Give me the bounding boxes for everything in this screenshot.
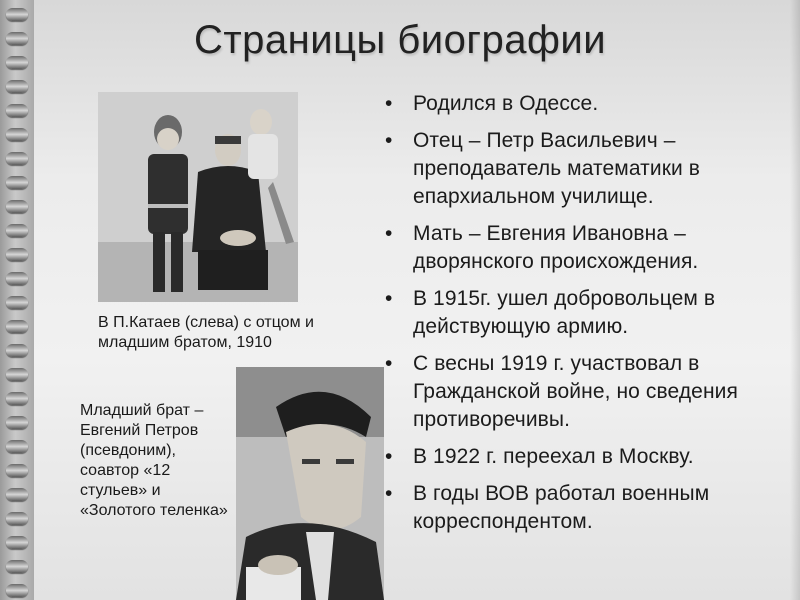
binder-ring (6, 392, 28, 405)
binder-ring (6, 368, 28, 381)
list-item-text: Родился в Одессе. (413, 92, 599, 115)
binder-ring (6, 80, 28, 93)
list-item-text: Отец – Петр Васильевич – преподаватель математики в епархиальном училище. (413, 129, 701, 208)
bullet-icon: • (385, 482, 393, 505)
brother-photo-caption: Младший брат – Евгений Петров (псевдоним), соавтор «12 стульев» и «Золотого теленка» (80, 402, 228, 519)
family-photo-caption: В П.Катаев (слева) с отцом и младшим братом, 1910 (98, 314, 314, 351)
binder-ring (6, 560, 28, 573)
binder-ring (6, 512, 28, 525)
slide-title: Страницы биографии (193, 18, 607, 62)
binder-ring (6, 104, 28, 117)
list-item-text: В годы ВОВ работал военным корреспондентом. (413, 482, 710, 533)
list-item-text: В 1922 г. переехал в Москву. (413, 445, 694, 468)
family-photo-illustration (98, 92, 298, 302)
binder-ring (6, 224, 28, 237)
binder-ring (6, 272, 28, 285)
binder-ring (6, 296, 28, 309)
list-item (384, 90, 784, 118)
binder-ring (6, 344, 28, 357)
list-item (384, 220, 784, 276)
binder-ring (6, 176, 28, 189)
list-item (384, 350, 784, 434)
list-item (384, 480, 784, 536)
list-item-text: В 1915г. ушел добровольцем в действующую армию. (413, 287, 716, 338)
biography-list (384, 90, 784, 545)
list-item-text: Мать – Евгения Ивановна – дворянского происхождения. (413, 222, 699, 273)
brother-photo-illustration (236, 367, 384, 600)
binder-ring (6, 536, 28, 549)
binder-ring (6, 128, 28, 141)
page-edge-shadow (790, 0, 800, 600)
binder-ring (6, 488, 28, 501)
bullet-icon: • (385, 92, 393, 115)
bullet-icon: • (385, 222, 393, 245)
list-item (384, 443, 784, 471)
binder-ring (6, 584, 28, 597)
list-item-text: С весны 1919 г. участвовал в Гражданской войне, но сведения противоречивы. (413, 352, 738, 431)
bullet-icon: • (385, 445, 393, 468)
binder-ring (6, 248, 28, 261)
list-item (384, 285, 784, 341)
binder-ring (6, 440, 28, 453)
binder-ring (6, 320, 28, 333)
bullet-icon: • (385, 129, 393, 152)
brother-photo (236, 367, 384, 600)
family-photo (98, 92, 298, 302)
binder-ring (6, 152, 28, 165)
binder-ring (6, 416, 28, 429)
list-item (384, 127, 784, 211)
binder-ring (6, 464, 28, 477)
bullet-icon: • (385, 287, 393, 310)
bullet-icon: • (385, 352, 393, 375)
binder-ring (6, 200, 28, 213)
binder-strip (0, 0, 34, 600)
